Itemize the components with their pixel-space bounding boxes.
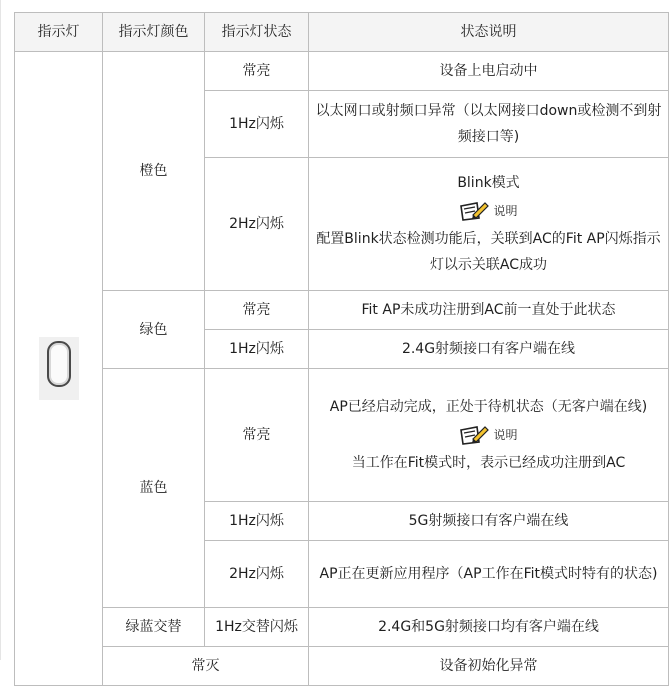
state-cell: 2Hz闪烁 (205, 158, 309, 291)
color-alternate: 绿蓝交替 (103, 608, 205, 647)
description-cell (309, 158, 669, 291)
note-pencil-icon (459, 200, 489, 222)
state-off: 常灭 (103, 647, 309, 686)
color-green: 绿色 (103, 291, 205, 369)
state-cell: 常亮 (205, 52, 309, 91)
description-cell: Fit AP未成功注册到AC前一直处于此状态 (309, 291, 669, 330)
note-callout (315, 422, 662, 448)
description-cell (309, 369, 669, 502)
state-cell: 1Hz交替闪烁 (205, 608, 309, 647)
table-row (15, 291, 669, 330)
note-label: 说明 (493, 204, 518, 218)
description-cell: 2.4G和5G射频接口均有客户端在线 (309, 608, 669, 647)
table-row (15, 647, 669, 686)
description-cell: 以太网口或射频口异常（以太网接口down或检测不到射频接口等) (309, 91, 669, 158)
indicator-status-table (14, 12, 669, 686)
color-blue: 蓝色 (103, 369, 205, 608)
page-left-rule (0, 0, 1, 660)
description-cell: AP正在更新应用程序（AP工作在Fit模式时特有的状态) (309, 541, 669, 608)
state-cell: 1Hz闪烁 (205, 502, 309, 541)
header-description: 状态说明 (309, 13, 669, 52)
table-row (15, 52, 669, 91)
note-label: 说明 (493, 428, 518, 442)
led-indicator-icon (39, 337, 79, 400)
description-title: AP已经启动完成，正处于待机状态（无客户端在线) (329, 399, 648, 415)
header-color: 指示灯颜色 (103, 13, 205, 52)
state-cell: 1Hz闪烁 (205, 91, 309, 158)
header-state: 指示灯状态 (205, 13, 309, 52)
indicator-cell (15, 52, 103, 686)
state-cell: 2Hz闪烁 (205, 541, 309, 608)
color-orange: 橙色 (103, 52, 205, 291)
table-header-row (15, 13, 669, 52)
table-row (15, 608, 669, 647)
description-cell: 2.4G射频接口有客户端在线 (309, 330, 669, 369)
description-cell: 5G射频接口有客户端在线 (309, 502, 669, 541)
state-cell: 常亮 (205, 291, 309, 330)
header-indicator: 指示灯 (15, 13, 103, 52)
state-cell: 常亮 (205, 369, 309, 502)
description-cell: 设备初始化异常 (309, 647, 669, 686)
description-note: 当工作在Fit模式时，表示已经成功注册到AC (351, 455, 626, 471)
state-cell: 1Hz闪烁 (205, 330, 309, 369)
note-callout (315, 198, 662, 224)
note-pencil-icon (459, 424, 489, 446)
description-note: 配置Blink状态检测功能后，关联到AC的Fit AP闪烁指示灯以示关联AC成功 (316, 231, 661, 273)
description-cell: 设备上电启动中 (309, 52, 669, 91)
description-title: Blink模式 (457, 175, 520, 191)
table-row (15, 369, 669, 502)
